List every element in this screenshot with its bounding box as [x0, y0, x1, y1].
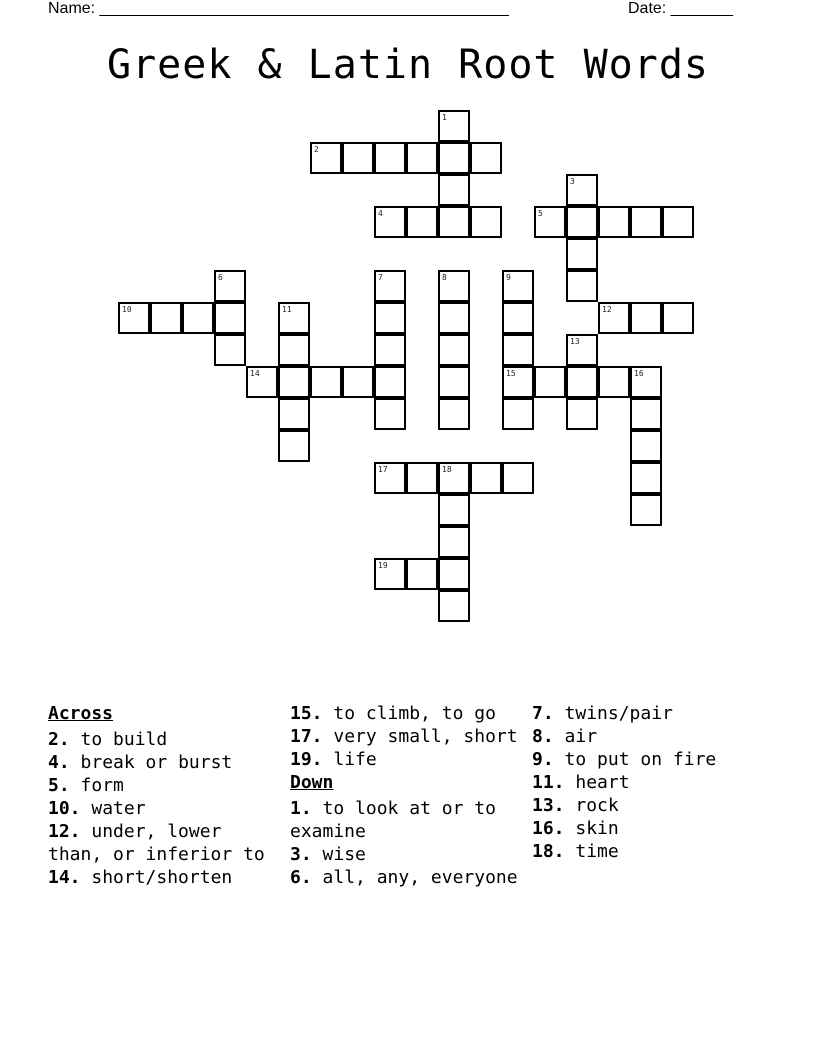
clue-number-label: 4 [378, 209, 383, 218]
clue-number: 4. [48, 752, 70, 773]
clue-text: very small, short [333, 726, 518, 747]
crossword-cell[interactable] [502, 334, 534, 366]
crossword-cell[interactable] [374, 366, 406, 398]
crossword-cell[interactable] [374, 462, 406, 494]
crossword-cell[interactable] [214, 270, 246, 302]
down-heading: Down [290, 772, 334, 793]
crossword-cell[interactable] [214, 302, 246, 334]
clue-number: 14. [48, 867, 81, 888]
crossword-cell[interactable] [406, 558, 438, 590]
crossword-cell[interactable] [438, 366, 470, 398]
crossword-cell[interactable] [278, 398, 310, 430]
crossword-cell[interactable] [566, 270, 598, 302]
clue-down [532, 840, 770, 863]
clue-down [532, 794, 770, 817]
clue-text: under, lower than, or inferior to [48, 821, 265, 865]
clue-text: life [333, 749, 377, 770]
crossword-cell[interactable] [502, 302, 534, 334]
clue-down [532, 702, 770, 725]
crossword-cell[interactable] [438, 398, 470, 430]
clue-number-label: 6 [218, 273, 223, 282]
clue-number-label: 12 [602, 305, 612, 314]
clue-number-label: 10 [122, 305, 132, 314]
clue-number: 2. [48, 729, 70, 750]
clue-number: 3. [290, 844, 312, 865]
clue-number: 7. [532, 703, 554, 724]
crossword-cell[interactable] [630, 462, 662, 494]
crossword-cell[interactable] [630, 398, 662, 430]
clue-across [48, 866, 286, 889]
clues-column-2 [290, 702, 528, 889]
clue-number: 13. [532, 795, 565, 816]
clue-text: to look at or to examine [290, 798, 496, 842]
crossword-cell[interactable] [438, 334, 470, 366]
page-title: Greek & Latin Root Words [107, 42, 709, 88]
clue-text: all, any, everyone [322, 867, 518, 888]
crossword-cell[interactable] [534, 366, 566, 398]
across-heading: Across [48, 703, 114, 724]
clue-number: 1. [290, 798, 312, 819]
clue-number: 10. [48, 798, 81, 819]
clue-across [48, 797, 286, 820]
crossword-cell[interactable] [566, 206, 598, 238]
clue-number-label: 9 [506, 273, 511, 282]
clue-across [48, 774, 286, 797]
clue-number-label: 18 [442, 465, 452, 474]
crossword-cell[interactable] [598, 366, 630, 398]
crossword-cell[interactable] [566, 366, 598, 398]
clue-number-label: 15 [506, 369, 516, 378]
clue-number: 12. [48, 821, 81, 842]
clue-number-label: 19 [378, 561, 388, 570]
clue-across [290, 702, 528, 725]
crossword-cell[interactable] [278, 366, 310, 398]
clue-number-label: 11 [282, 305, 292, 314]
crossword-cell[interactable] [374, 398, 406, 430]
clue-text: short/shorten [91, 867, 233, 888]
clue-text: heart [575, 772, 630, 793]
date-label: Date: _______ [628, 0, 733, 17]
crossword-cell[interactable] [438, 462, 470, 494]
crossword-cell[interactable] [630, 206, 662, 238]
clue-number-label: 14 [250, 369, 260, 378]
clue-number-label: 17 [378, 465, 388, 474]
crossword-cell[interactable] [438, 302, 470, 334]
crossword-cell[interactable] [310, 142, 342, 174]
crossword-cell[interactable] [502, 270, 534, 302]
clue-across [290, 725, 528, 748]
crossword-cell[interactable] [502, 398, 534, 430]
crossword-cell[interactable] [374, 302, 406, 334]
crossword-cell[interactable] [150, 302, 182, 334]
clue-down [290, 797, 528, 843]
crossword-cell[interactable] [406, 462, 438, 494]
clue-number-label: 1 [442, 113, 447, 122]
crossword-cell[interactable] [406, 206, 438, 238]
crossword-cell[interactable] [278, 430, 310, 462]
clue-text: to put on fire [564, 749, 717, 770]
crossword-cell[interactable] [662, 302, 694, 334]
crossword-cell[interactable] [630, 366, 662, 398]
clue-down [532, 817, 770, 840]
clue-text: twins/pair [564, 703, 673, 724]
clue-number-label: 5 [538, 209, 543, 218]
clue-number: 17. [290, 726, 323, 747]
crossword-cell[interactable] [342, 366, 374, 398]
clue-text: to climb, to go [333, 703, 496, 724]
crossword-cell[interactable] [470, 142, 502, 174]
crossword-cell[interactable] [438, 270, 470, 302]
crossword-cell[interactable] [470, 206, 502, 238]
crossword-cell[interactable] [534, 206, 566, 238]
crossword-cell[interactable] [502, 462, 534, 494]
clue-number: 16. [532, 818, 565, 839]
crossword-cell[interactable] [630, 494, 662, 526]
crossword-cell[interactable] [342, 142, 374, 174]
clue-text: break or burst [80, 752, 233, 773]
clue-number-label: 7 [378, 273, 383, 282]
crossword-cell[interactable] [598, 206, 630, 238]
crossword-cell[interactable] [374, 558, 406, 590]
crossword-cell[interactable] [662, 206, 694, 238]
clue-number-label: 8 [442, 273, 447, 282]
clue-number: 6. [290, 867, 312, 888]
clue-across [290, 748, 528, 771]
crossword-cell[interactable] [566, 334, 598, 366]
clue-text: to build [80, 729, 168, 750]
clue-text: air [564, 726, 598, 747]
crossword-cell[interactable] [374, 142, 406, 174]
crossword-cell[interactable] [182, 302, 214, 334]
crossword-cell[interactable] [214, 334, 246, 366]
crossword-cell[interactable] [438, 110, 470, 142]
crossword-cell[interactable] [438, 558, 470, 590]
crossword-cell[interactable] [374, 270, 406, 302]
crossword-cell[interactable] [630, 302, 662, 334]
clue-number-label: 16 [634, 369, 644, 378]
crossword-cell[interactable] [118, 302, 150, 334]
clue-number-label: 13 [570, 337, 580, 346]
clue-across [48, 728, 286, 751]
clue-number: 18. [532, 841, 565, 862]
clue-across [48, 820, 286, 866]
name-label: Name: ______________________________________________ [48, 0, 509, 17]
clue-number-label: 2 [314, 145, 319, 154]
crossword-cell[interactable] [566, 398, 598, 430]
clue-text: water [91, 798, 146, 819]
clue-down [290, 866, 528, 889]
crossword-cell[interactable] [630, 430, 662, 462]
clue-text: form [80, 775, 124, 796]
clue-down [532, 748, 770, 771]
clue-number: 11. [532, 772, 565, 793]
crossword-cell[interactable] [438, 526, 470, 558]
crossword-cell[interactable] [438, 174, 470, 206]
crossword-cell[interactable] [406, 142, 438, 174]
clue-number: 9. [532, 749, 554, 770]
clue-text: wise [322, 844, 366, 865]
crossword-cell[interactable] [438, 494, 470, 526]
clue-number: 8. [532, 726, 554, 747]
clue-down [290, 843, 528, 866]
crossword-cell[interactable] [374, 206, 406, 238]
clue-number: 15. [290, 703, 323, 724]
crossword-cell[interactable] [246, 366, 278, 398]
crossword-cell[interactable] [438, 590, 470, 622]
clue-across [48, 751, 286, 774]
clue-text: rock [575, 795, 619, 816]
crossword-cell[interactable] [566, 238, 598, 270]
clue-text: time [575, 841, 619, 862]
crossword-cell[interactable] [278, 334, 310, 366]
clue-text: skin [575, 818, 619, 839]
crossword-cell[interactable] [438, 142, 470, 174]
crossword-cell[interactable] [374, 334, 406, 366]
clue-number: 19. [290, 749, 323, 770]
clue-down [532, 771, 770, 794]
crossword-cell[interactable] [502, 366, 534, 398]
crossword-cell[interactable] [566, 174, 598, 206]
clues-column-1 [48, 702, 286, 889]
crossword-cell[interactable] [438, 206, 470, 238]
crossword-cell[interactable] [310, 366, 342, 398]
clue-number-label: 3 [570, 177, 575, 186]
crossword-cell[interactable] [470, 462, 502, 494]
clue-number: 5. [48, 775, 70, 796]
crossword-cell[interactable] [278, 302, 310, 334]
clues-column-3 [532, 702, 770, 863]
crossword-cell[interactable] [598, 302, 630, 334]
clue-down [532, 725, 770, 748]
